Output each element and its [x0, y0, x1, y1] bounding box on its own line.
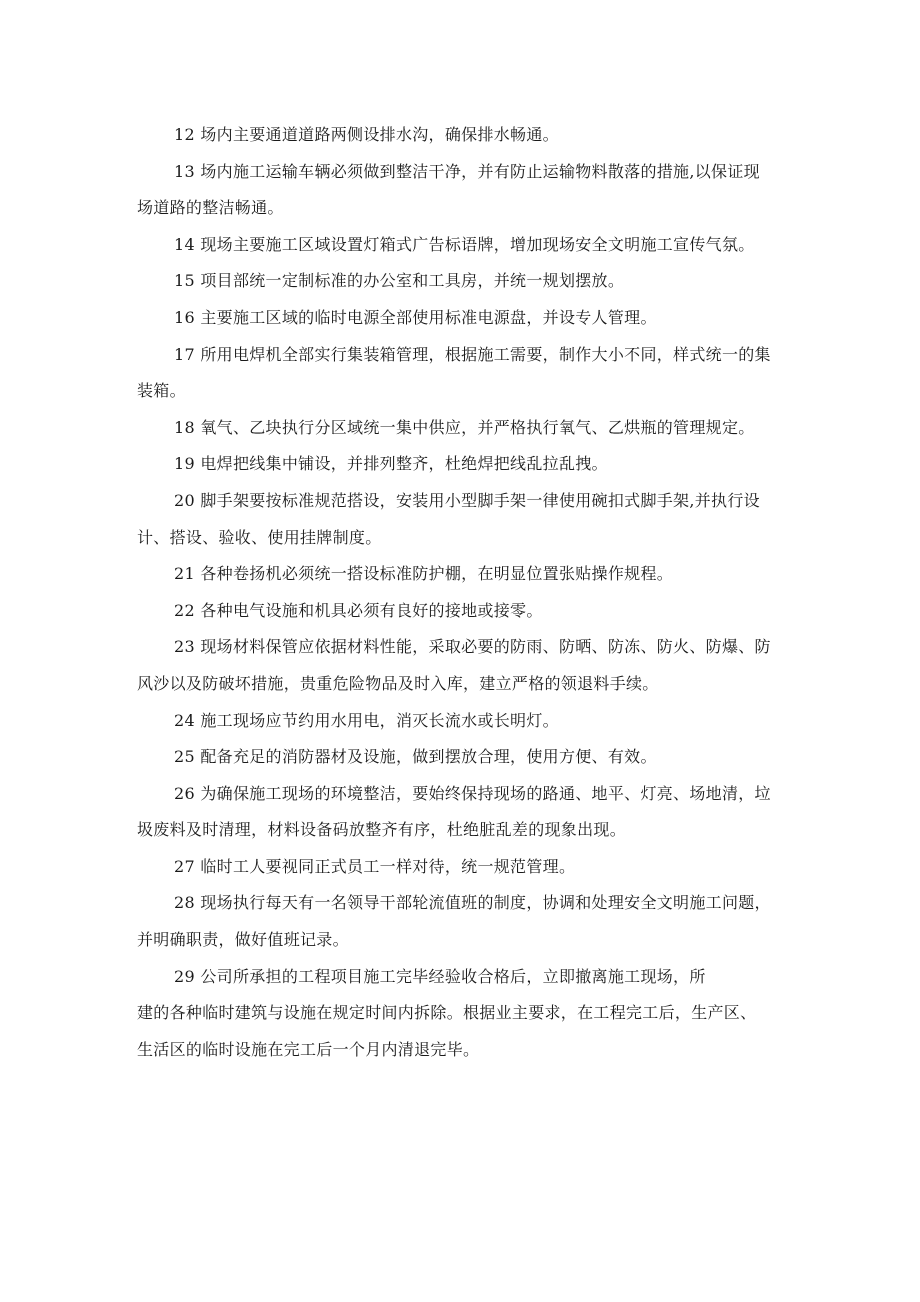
list-item-line: 生活区的临时设施在完工后一个月内清退完毕。 — [137, 1039, 480, 1059]
list-item-line — [137, 703, 787, 740]
list-item-line — [137, 885, 787, 922]
list-item-line: 风沙以及防破坏措施，贵重危险物品及时入库，建立严格的领退料手续。 — [137, 673, 659, 693]
item-text: 氧气、乙块执行分区域统一集中供应，并严格执行氧气、乙烘瓶的管理规定。 — [200, 417, 755, 437]
list-item-line: 计、搭设、验收、使用挂牌制度。 — [137, 527, 382, 547]
item-text: 为确保施工现场的环境整洁，要始终保持现场的路通、地平、灯亮、场地清，垃 — [200, 783, 771, 803]
item-text: 主要施工区域的临时电源全部使用标准电源盘，并设专人管理。 — [200, 307, 657, 327]
list-item-line: 场道路的整洁畅通。 — [137, 198, 284, 218]
list-item-line — [137, 629, 787, 666]
list-item-line — [137, 739, 787, 776]
item-text: 临时工人要视同正式员工一样对待，统一规范管理。 — [200, 856, 576, 876]
list-item-line — [137, 117, 787, 154]
item-number: 16 — [174, 307, 195, 327]
list-item — [137, 117, 787, 154]
list-item — [137, 337, 787, 410]
item-text: 公司所承担的工程项目施工完毕经验收合格后，立即撤离施工现场，所 — [200, 966, 706, 986]
list-item-line — [137, 337, 787, 374]
list-item — [137, 739, 787, 776]
item-number: 13 — [174, 161, 195, 181]
item-number: 27 — [174, 856, 195, 876]
list-item-line — [137, 593, 787, 630]
item-number: 18 — [174, 417, 195, 437]
list-item-line: 并明确职责，做好值班记录。 — [137, 930, 349, 950]
item-number: 21 — [174, 564, 195, 584]
list-item — [137, 556, 787, 593]
list-item-line — [137, 263, 787, 300]
list-item — [137, 959, 787, 1069]
list-item-line — [137, 154, 787, 191]
list-item — [137, 300, 787, 337]
list-item — [137, 483, 787, 556]
list-item — [137, 849, 787, 886]
item-text: 现场主要施工区域设置灯箱式广告标语牌，增加现场安全文明施工宣传气氛。 — [200, 234, 755, 254]
list-item-line: 装箱。 — [137, 381, 186, 401]
item-number: 29 — [174, 966, 195, 986]
list-item — [137, 629, 787, 702]
item-text: 所用电焊机全部实行集装箱管理，根据施工需要，制作大小不同，样式统一的集 — [200, 344, 771, 364]
list-item-line — [137, 776, 787, 813]
list-item-line — [137, 556, 787, 593]
item-text: 现场执行每天有一名领导干部轮流值班的制度，协调和处理安全文明施工问题， — [200, 893, 771, 913]
item-text: 现场材料保管应依据材料性能，采取必要的防雨、防晒、防冻、防火、防爆、防 — [200, 637, 771, 657]
document-body — [137, 117, 787, 1068]
item-number: 19 — [174, 454, 195, 474]
list-item-line — [137, 446, 787, 483]
item-number: 17 — [174, 344, 195, 364]
item-number: 12 — [174, 125, 195, 144]
list-item-line — [137, 410, 787, 447]
list-item — [137, 227, 787, 264]
item-number: 22 — [174, 600, 195, 620]
list-item-line — [137, 227, 787, 264]
item-number: 28 — [174, 893, 195, 913]
item-text: 场内主要通道道路两侧设排水沟，确保排水畅通。 — [200, 125, 559, 144]
item-text: 项目部统一定制标准的办公室和工具房，并统一规划摆放。 — [200, 271, 625, 291]
item-number: 14 — [174, 234, 195, 254]
item-number: 26 — [174, 783, 195, 803]
item-text: 施工现场应节约用水用电，消灭长流水或长明灯。 — [200, 710, 559, 730]
list-item — [137, 885, 787, 958]
item-number: 24 — [174, 710, 195, 730]
list-item-line — [137, 849, 787, 886]
list-item-line — [137, 300, 787, 337]
list-item — [137, 154, 787, 227]
item-text: 电焊把线集中铺设，并排列整齐，杜绝焊把线乱拉乱拽。 — [200, 454, 608, 474]
list-item-line: 建的各种临时建筑与设施在规定时间内拆除。根据业主要求，在工程完工后，生产区、 — [137, 1003, 757, 1023]
list-item-line — [137, 959, 787, 996]
list-item-line: 圾废料及时清理，材料设备码放整齐有序，杜绝脏乱差的现象出现。 — [137, 820, 627, 840]
item-number: 20 — [174, 490, 195, 510]
list-item — [137, 776, 787, 849]
list-item — [137, 263, 787, 300]
item-text: 配备充足的消防器材及设施，做到摆放合理，使用方便、有效。 — [200, 747, 657, 767]
item-text: 脚手架要按标准规范搭设，安装用小型脚手架一律使用碗扣式脚手架,并执行设 — [200, 490, 760, 510]
list-item — [137, 703, 787, 740]
item-number: 15 — [174, 271, 195, 291]
item-text: 各种卷扬机必须统一搭设标准防护棚，在明显位置张贴操作规程。 — [200, 564, 674, 584]
item-number: 23 — [174, 637, 195, 657]
list-item — [137, 593, 787, 630]
list-item-line — [137, 483, 787, 520]
item-text: 场内施工运输车辆必须做到整洁干净，并有防止运输物料散落的措施,以保证现 — [200, 161, 760, 181]
list-item — [137, 410, 787, 447]
item-text: 各种电气设施和机具必须有良好的接地或接零。 — [200, 600, 543, 620]
list-item — [137, 446, 787, 483]
item-number: 25 — [174, 747, 195, 767]
